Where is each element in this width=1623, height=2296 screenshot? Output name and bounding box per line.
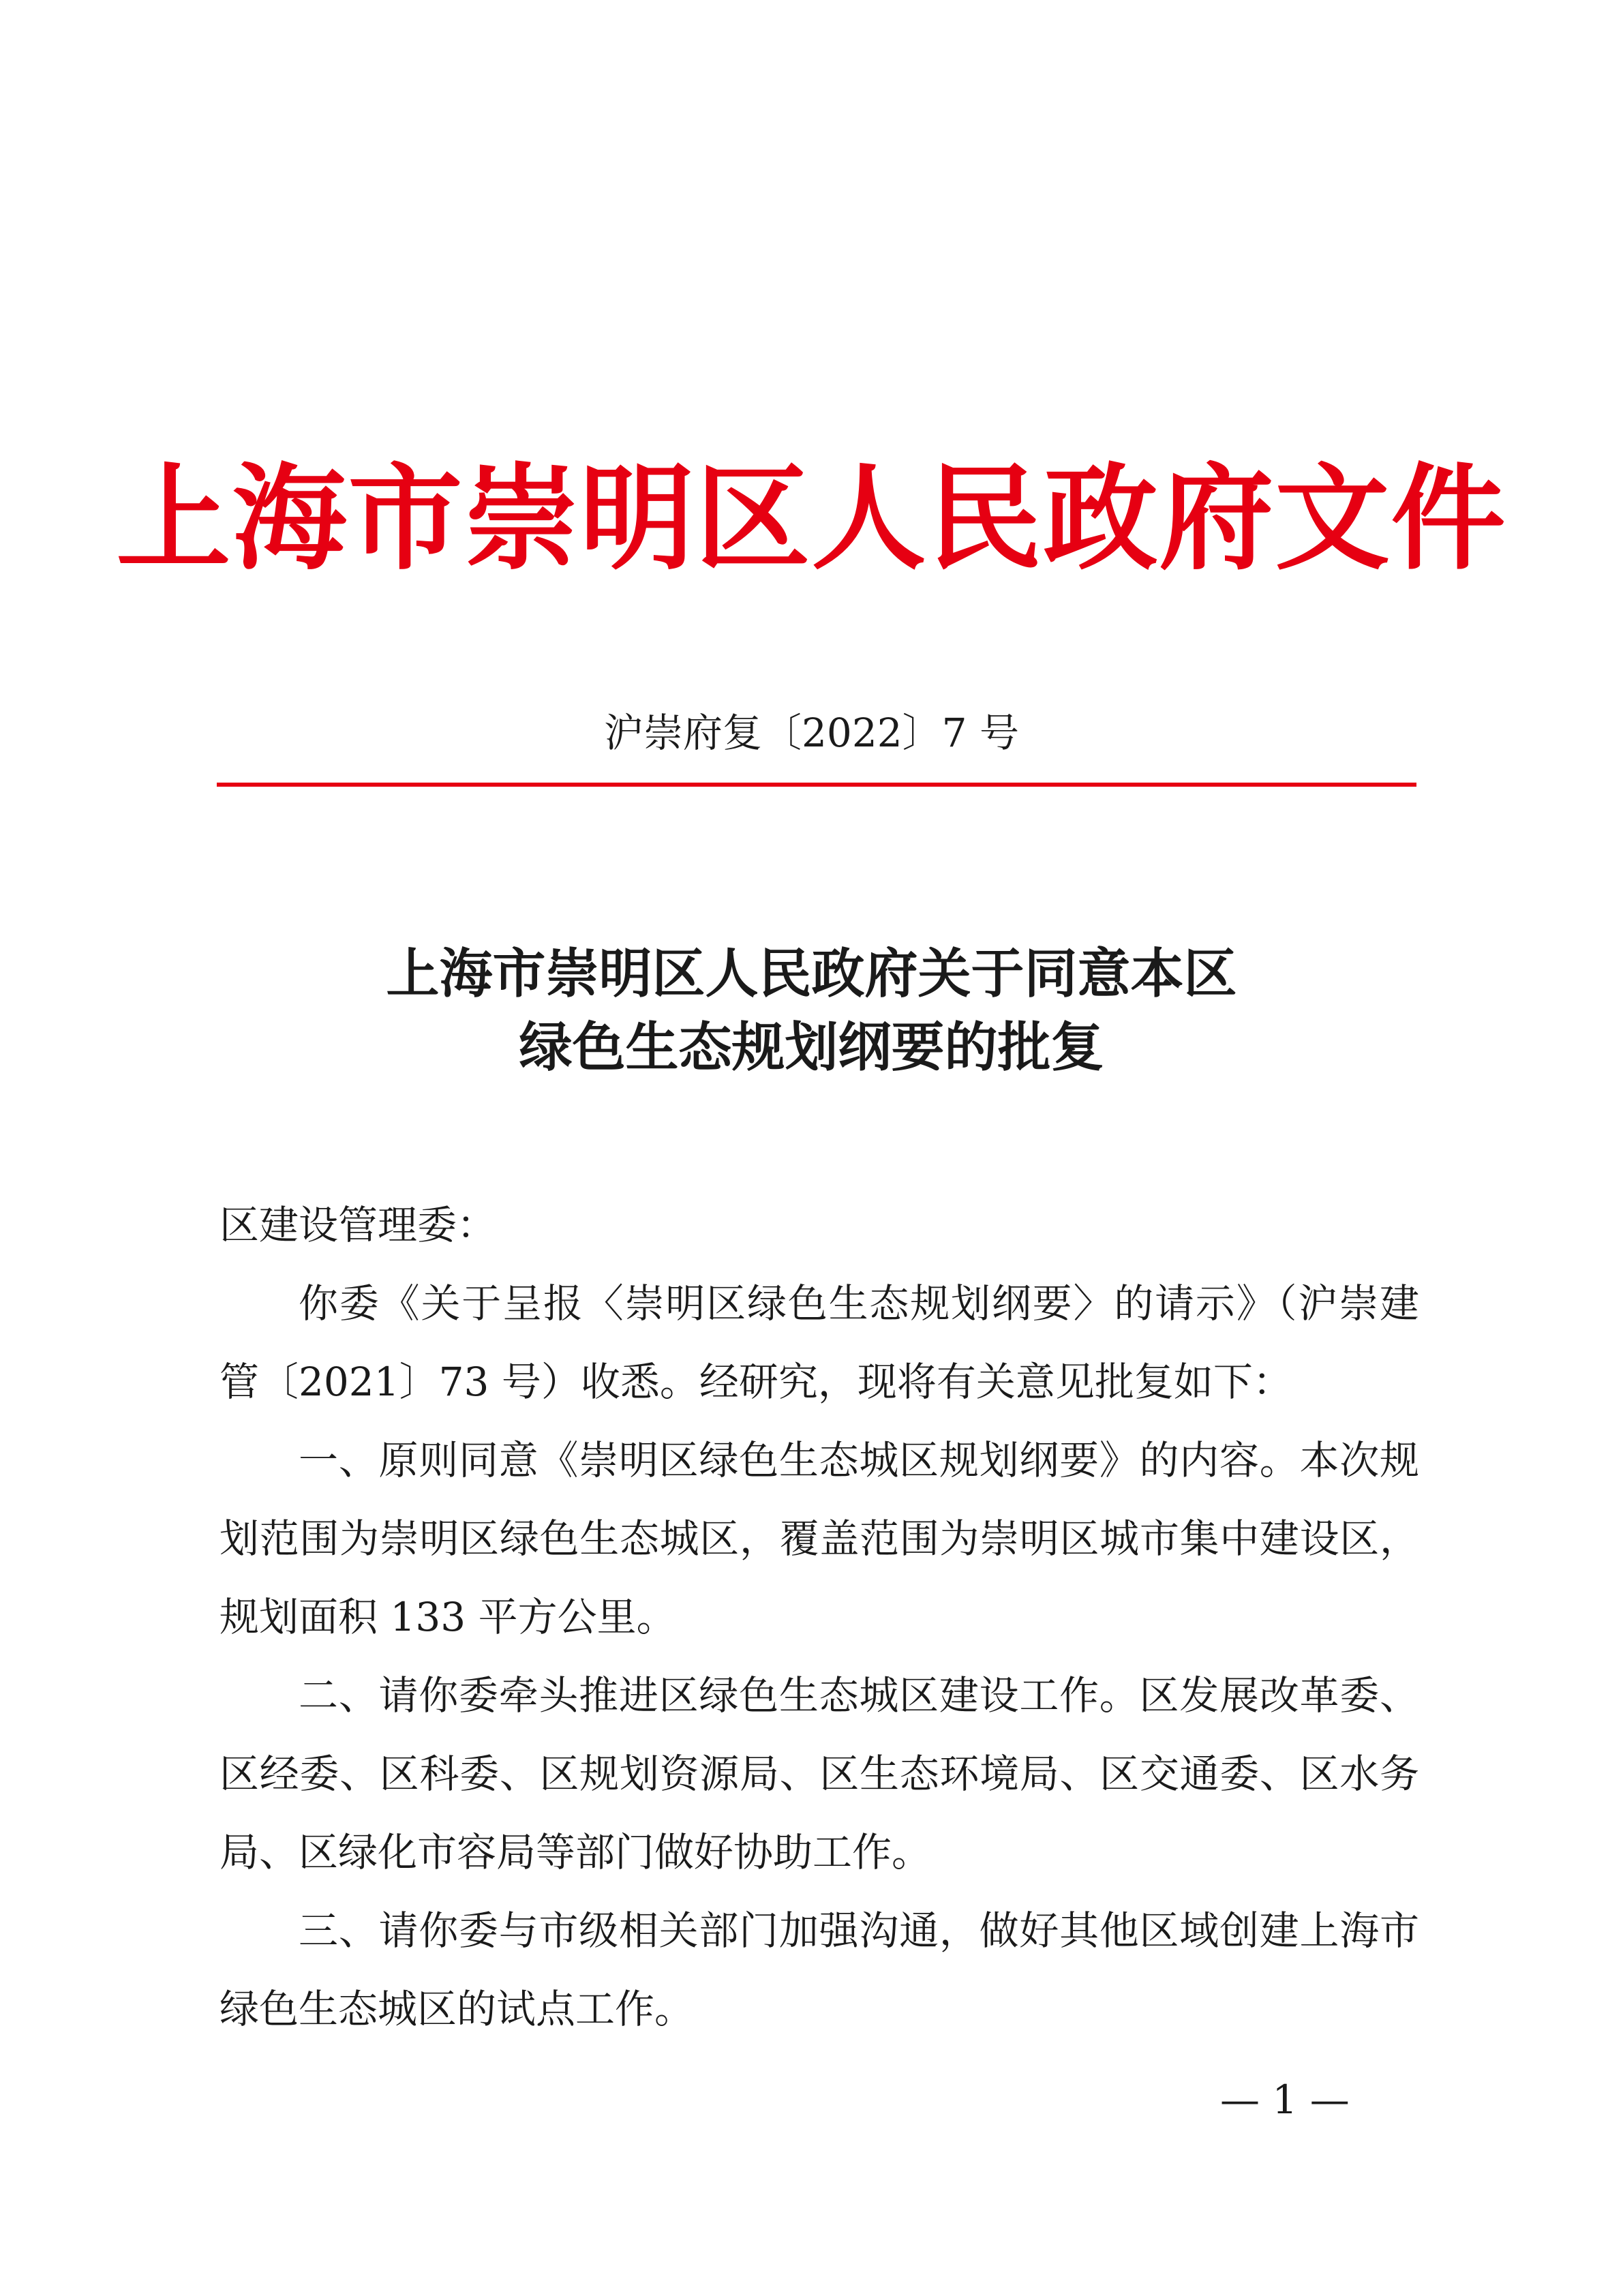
page-number: — 1 — xyxy=(1220,2076,1350,2123)
title-line-2: 绿色生态规划纲要的批复 xyxy=(519,1016,1104,1078)
red-divider-line xyxy=(217,783,1416,787)
salutation: 区建设管理委： xyxy=(219,1202,497,1248)
paragraph-intro: 你委《关于呈报〈崇明区绿色生态规划纲要〉的请示》（沪崇建管〔2021〕73 号）收悉。经研究，现将有关意见批复如下： xyxy=(219,1280,1419,1405)
title-line-1: 上海市崇明区人民政府关于同意本区 xyxy=(386,943,1237,1005)
document-number: 沪崇府复〔2022〕7 号 xyxy=(604,710,1019,756)
issuer-title: 上海市崇明区人民政府文件 xyxy=(116,451,1507,586)
paragraph-item-2: 二、请你委牵头推进区绿色生态城区建设工作。区发展改革委、区经委、区科委、区规划资源局、区生态环境局、区交通委、区水务局、区绿化市容局等部门做好协助工作。 xyxy=(219,1672,1419,1875)
paragraph-item-3: 三、请你委与市级相关部门加强沟通，做好其他区域创建上海市绿色生态城区的试点工作。 xyxy=(219,1907,1419,2032)
document-title xyxy=(0,937,1623,1085)
paragraph-item-1: 一、原则同意《崇明区绿色生态城区规划纲要》的内容。本次规划范围为崇明区绿色生态城区，覆盖范围为崇明区城市集中建设区，规划面积 133 平方公里。 xyxy=(219,1437,1419,1640)
document-body xyxy=(219,1186,1419,2049)
